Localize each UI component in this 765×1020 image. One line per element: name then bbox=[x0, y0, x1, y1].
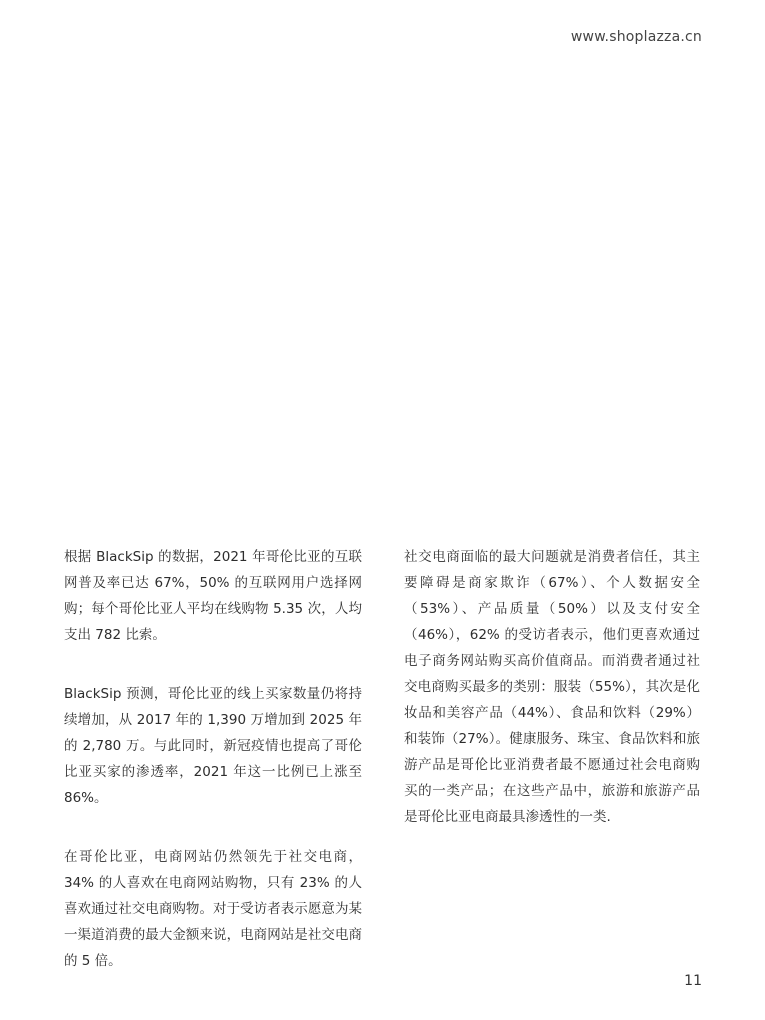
page-number: 11 bbox=[684, 973, 702, 989]
paragraph-online-buyers-forecast: BlackSip 预测，哥伦比亚的线上买家数量仍将持续增加，从 2017 年的 1,390 万增加到 2025 年的 2,780 万。与此同时，新冠疫情也提高了哥伦比亚买家的渗透率，2021 年这一比例已上涨至 86%。 bbox=[64, 686, 362, 806]
left-column bbox=[64, 544, 362, 1007]
paragraph-ecommerce-vs-social: 在哥伦比亚，电商网站仍然领先于社交电商，34% 的人喜欢在电商网站购物，只有 23% 的人喜欢通过社交电商购物。对于受访者表示愿意为某一渠道消费的最大金额来说，电商网站是社交电商的 5 倍。 bbox=[64, 849, 362, 969]
site-url: www.shoplazza.cn bbox=[570, 29, 702, 45]
paragraph-internet-penetration: 根据 BlackSip 的数据，2021 年哥伦比亚的互联网普及率已达 67%，50% 的互联网用户选择网购；每个哥伦比亚人平均在线购物 5.35 次，人均支出 782 比索。 bbox=[64, 549, 362, 643]
right-column bbox=[404, 544, 700, 863]
paragraph-social-commerce-trust: 社交电商面临的最大问题就是消费者信任，其主要障碍是商家欺诈（67%）、个人数据安全（53%）、产品质量（50%）以及支付安全（46%），62% 的受访者表示，他们更喜欢通过电子商务网站购买高价值商品。而消费者通过社交电商购买最多的类别：服装（55%），其次是化妆品和美容产品（44%）、食品和饮料（29%）和装饰（27%）。健康服务、珠宝、食品饮料和旅游产品是哥伦比亚消费者最不愿通过社会电商购买的一类产品；在这些产品中，旅游和旅游产品是哥伦比亚电商最具渗透性的一类. bbox=[404, 549, 700, 825]
